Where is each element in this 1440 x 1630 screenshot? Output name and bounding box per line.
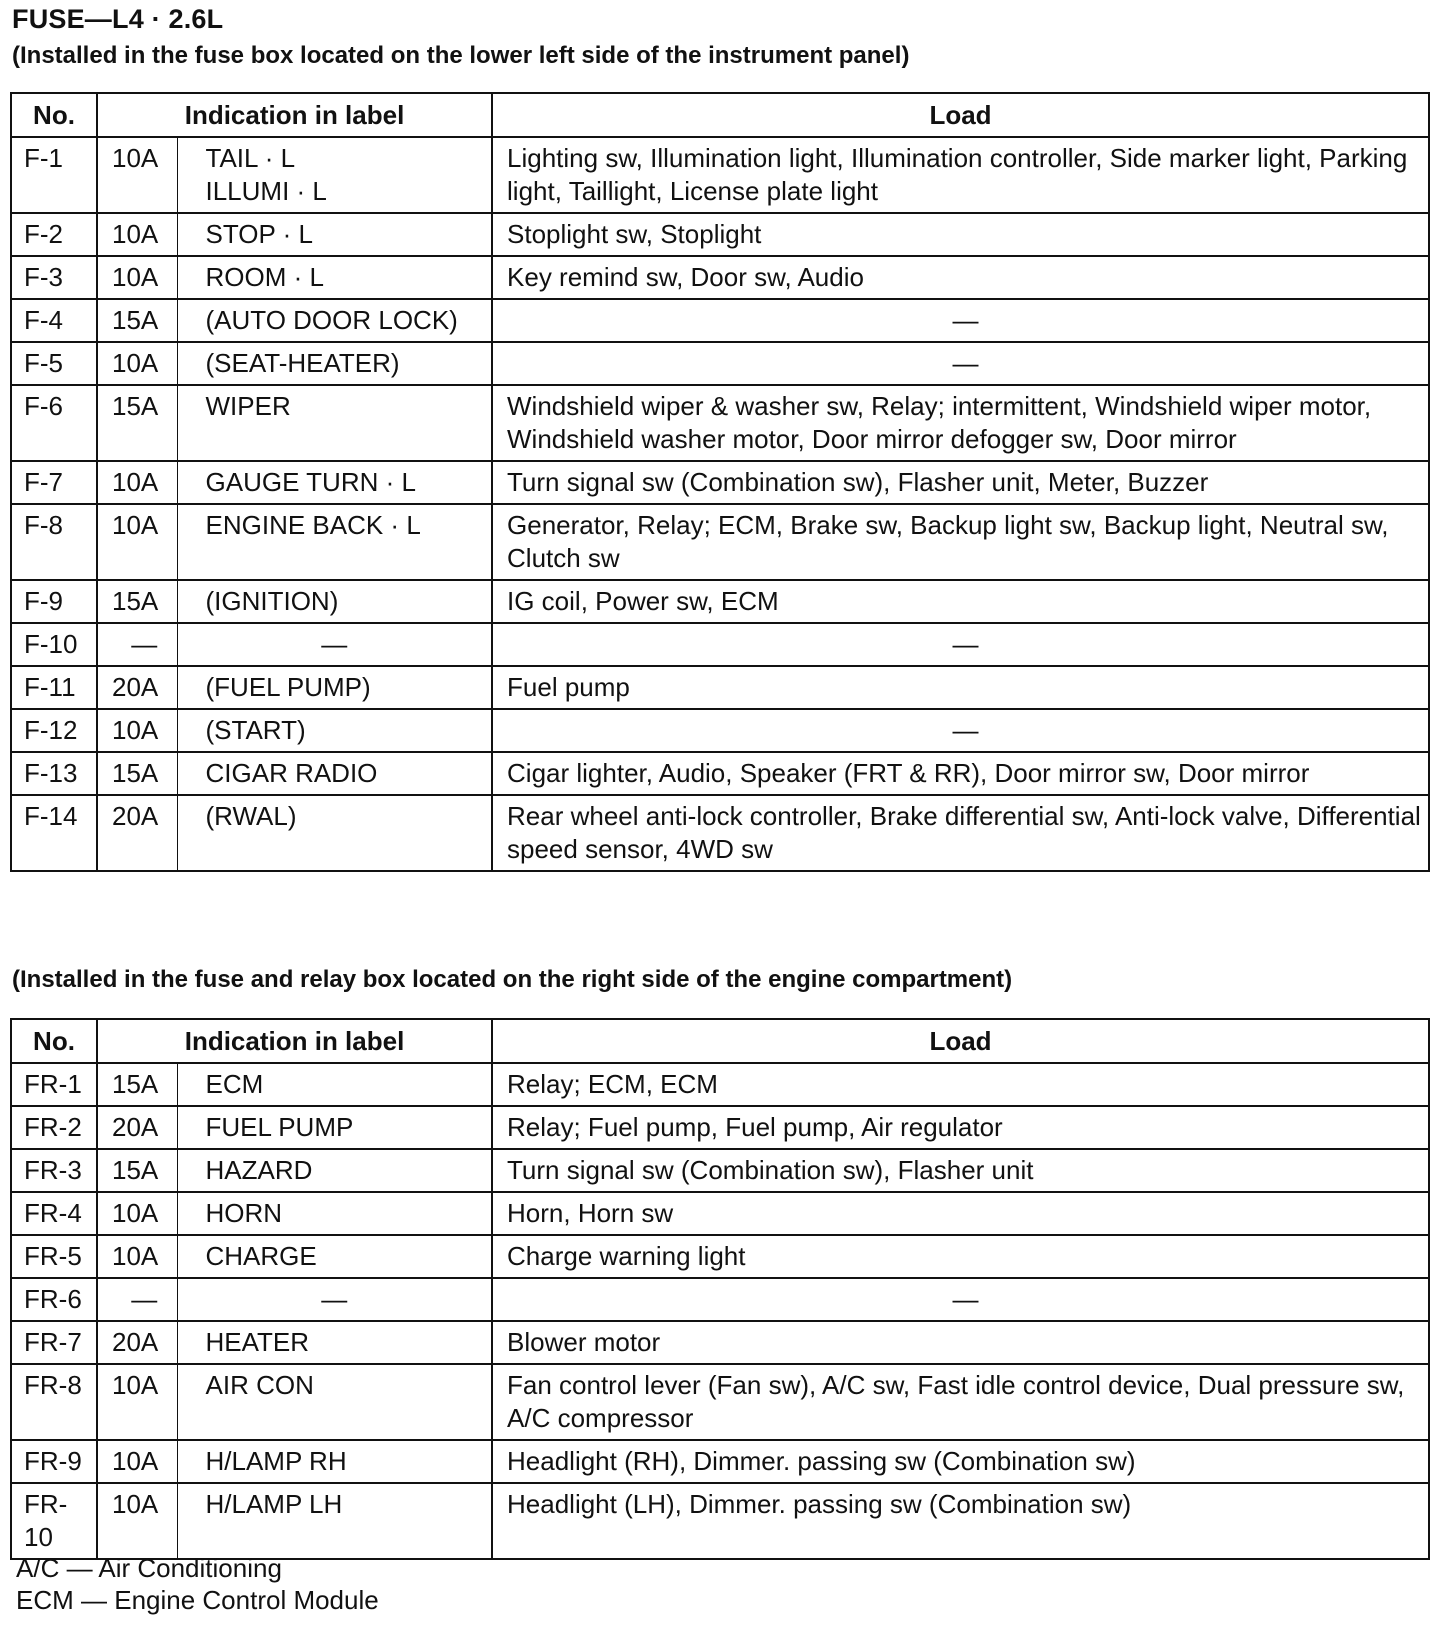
table-row bbox=[11, 299, 1429, 342]
indication-label-cell: ENGINE BACK · L bbox=[177, 504, 492, 580]
load-cell: Headlight (RH), Dimmer. passing sw (Combination sw) bbox=[492, 1440, 1429, 1483]
load-cell: Turn signal sw (Combination sw), Flasher unit, Meter, Buzzer bbox=[492, 461, 1429, 504]
load-cell: — bbox=[492, 299, 1429, 342]
amperage-cell: 10A bbox=[97, 709, 177, 752]
engine-compartment-fuse-table bbox=[10, 1018, 1430, 1560]
fuse-number-cell: FR-6 bbox=[11, 1278, 97, 1321]
fuse-number-cell: F-6 bbox=[11, 385, 97, 461]
amperage-cell: 15A bbox=[97, 752, 177, 795]
indication-label-cell: STOP · L bbox=[177, 213, 492, 256]
engine-compartment-caption: (Installed in the fuse and relay box located on the right side of the engine compartment) bbox=[12, 966, 1013, 993]
document-title: FUSE—L4 · 2.6L bbox=[12, 4, 224, 34]
fuse-number-cell: F-11 bbox=[11, 666, 97, 709]
indication-label-cell: (FUEL PUMP) bbox=[177, 666, 492, 709]
table-row bbox=[11, 1063, 1429, 1106]
load-cell: Fuel pump bbox=[492, 666, 1429, 709]
load-cell: IG coil, Power sw, ECM bbox=[492, 580, 1429, 623]
indication-label-cell: HEATER bbox=[177, 1321, 492, 1364]
indication-label-cell: ECM bbox=[177, 1063, 492, 1106]
header-no: No. bbox=[11, 1019, 97, 1063]
load-cell: Relay; ECM, ECM bbox=[492, 1063, 1429, 1106]
table-row bbox=[11, 1192, 1429, 1235]
load-cell: — bbox=[492, 1278, 1429, 1321]
table-row bbox=[11, 1149, 1429, 1192]
abbreviation-notes bbox=[16, 1552, 379, 1616]
indication-label-cell: HAZARD bbox=[177, 1149, 492, 1192]
header-indication: Indication in label bbox=[97, 93, 492, 137]
fuse-number-cell: F-12 bbox=[11, 709, 97, 752]
table-row bbox=[11, 1483, 1429, 1559]
table-row bbox=[11, 666, 1429, 709]
fuse-number-cell: F-14 bbox=[11, 795, 97, 871]
table-row bbox=[11, 1321, 1429, 1364]
amperage-cell: 20A bbox=[97, 666, 177, 709]
instrument-panel-caption: (Installed in the fuse box located on the lower left side of the instrument panel) bbox=[12, 42, 910, 69]
amperage-cell: 15A bbox=[97, 299, 177, 342]
fuse-number-cell: FR-5 bbox=[11, 1235, 97, 1278]
load-cell: Horn, Horn sw bbox=[492, 1192, 1429, 1235]
fuse-number-cell: FR-1 bbox=[11, 1063, 97, 1106]
load-cell: Turn signal sw (Combination sw), Flasher unit bbox=[492, 1149, 1429, 1192]
amperage-cell: 10A bbox=[97, 1364, 177, 1440]
table-row bbox=[11, 342, 1429, 385]
instrument-panel-fuse-rows bbox=[11, 137, 1429, 871]
indication-label-cell: (IGNITION) bbox=[177, 580, 492, 623]
table-row bbox=[11, 213, 1429, 256]
indication-label-cell: HORN bbox=[177, 1192, 492, 1235]
indication-label-cell: H/LAMP RH bbox=[177, 1440, 492, 1483]
amperage-cell: 10A bbox=[97, 342, 177, 385]
indication-label-cell: (AUTO DOOR LOCK) bbox=[177, 299, 492, 342]
amperage-cell: 10A bbox=[97, 1440, 177, 1483]
indication-label-cell: — bbox=[177, 1278, 492, 1321]
fuse-number-cell: F-4 bbox=[11, 299, 97, 342]
load-cell: — bbox=[492, 342, 1429, 385]
load-cell: — bbox=[492, 623, 1429, 666]
load-cell: Windshield wiper & washer sw, Relay; intermittent, Windshield wiper motor, Windshield washer motor, Door mirror defogger sw, Door mirror bbox=[492, 385, 1429, 461]
indication-label-cell: H/LAMP LH bbox=[177, 1483, 492, 1559]
fuse-number-cell: F-5 bbox=[11, 342, 97, 385]
table-row bbox=[11, 256, 1429, 299]
table-row bbox=[11, 385, 1429, 461]
amperage-cell: — bbox=[97, 1278, 177, 1321]
amperage-cell: 15A bbox=[97, 385, 177, 461]
indication-label-cell: FUEL PUMP bbox=[177, 1106, 492, 1149]
fuse-number-cell: FR-10 bbox=[11, 1483, 97, 1559]
table-row bbox=[11, 1364, 1429, 1440]
indication-label-cell: CIGAR RADIO bbox=[177, 752, 492, 795]
load-cell: — bbox=[492, 709, 1429, 752]
fuse-number-cell: FR-9 bbox=[11, 1440, 97, 1483]
amperage-cell: 15A bbox=[97, 580, 177, 623]
header-load: Load bbox=[492, 1019, 1429, 1063]
header-no: No. bbox=[11, 93, 97, 137]
indication-label-cell: TAIL · L ILLUMI · L bbox=[177, 137, 492, 213]
load-cell: Charge warning light bbox=[492, 1235, 1429, 1278]
table-row bbox=[11, 709, 1429, 752]
amperage-cell: 10A bbox=[97, 256, 177, 299]
fuse-number-cell: F-1 bbox=[11, 137, 97, 213]
header-load: Load bbox=[492, 93, 1429, 137]
load-cell: Lighting sw, Illumination light, Illumination controller, Side marker light, Parking light, Taillight, License plate light bbox=[492, 137, 1429, 213]
load-cell: Blower motor bbox=[492, 1321, 1429, 1364]
load-cell: Stoplight sw, Stoplight bbox=[492, 213, 1429, 256]
table-row bbox=[11, 1235, 1429, 1278]
instrument-panel-fuse-table bbox=[10, 92, 1430, 872]
amperage-cell: 20A bbox=[97, 1106, 177, 1149]
table-row bbox=[11, 580, 1429, 623]
fuse-number-cell: F-9 bbox=[11, 580, 97, 623]
indication-label-cell: ROOM · L bbox=[177, 256, 492, 299]
table-row bbox=[11, 1106, 1429, 1149]
engine-compartment-fuse-rows bbox=[11, 1063, 1429, 1559]
load-cell: Rear wheel anti-lock controller, Brake differential sw, Anti-lock valve, Differential speed sensor, 4WD sw bbox=[492, 795, 1429, 871]
amperage-cell: 15A bbox=[97, 1149, 177, 1192]
table-header-row bbox=[11, 1019, 1429, 1063]
indication-label-cell: (RWAL) bbox=[177, 795, 492, 871]
fuse-number-cell: FR-8 bbox=[11, 1364, 97, 1440]
footnote-ac: A/C — Air Conditioning bbox=[16, 1553, 282, 1583]
load-cell: Headlight (LH), Dimmer. passing sw (Combination sw) bbox=[492, 1483, 1429, 1559]
table-row bbox=[11, 1278, 1429, 1321]
fuse-number-cell: FR-3 bbox=[11, 1149, 97, 1192]
indication-label-cell: — bbox=[177, 623, 492, 666]
table-row bbox=[11, 623, 1429, 666]
fuse-number-cell: FR-4 bbox=[11, 1192, 97, 1235]
fuse-number-cell: F-8 bbox=[11, 504, 97, 580]
table-header-row bbox=[11, 93, 1429, 137]
footnote-ecm: ECM — Engine Control Module bbox=[16, 1585, 379, 1615]
indication-label-cell: WIPER bbox=[177, 385, 492, 461]
amperage-cell: 10A bbox=[97, 461, 177, 504]
indication-label-cell: (START) bbox=[177, 709, 492, 752]
amperage-cell: 20A bbox=[97, 1321, 177, 1364]
amperage-cell: 10A bbox=[97, 137, 177, 213]
table-row bbox=[11, 752, 1429, 795]
load-cell: Relay; Fuel pump, Fuel pump, Air regulator bbox=[492, 1106, 1429, 1149]
amperage-cell: 10A bbox=[97, 1483, 177, 1559]
fuse-number-cell: F-10 bbox=[11, 623, 97, 666]
header-indication: Indication in label bbox=[97, 1019, 492, 1063]
table-row bbox=[11, 504, 1429, 580]
table-row bbox=[11, 461, 1429, 504]
load-cell: Cigar lighter, Audio, Speaker (FRT & RR), Door mirror sw, Door mirror bbox=[492, 752, 1429, 795]
fuse-number-cell: F-13 bbox=[11, 752, 97, 795]
amperage-cell: — bbox=[97, 623, 177, 666]
table-row bbox=[11, 1440, 1429, 1483]
load-cell: Generator, Relay; ECM, Brake sw, Backup light sw, Backup light, Neutral sw, Clutch sw bbox=[492, 504, 1429, 580]
fuse-number-cell: FR-2 bbox=[11, 1106, 97, 1149]
indication-label-cell: CHARGE bbox=[177, 1235, 492, 1278]
load-cell: Key remind sw, Door sw, Audio bbox=[492, 256, 1429, 299]
fuse-number-cell: F-7 bbox=[11, 461, 97, 504]
amperage-cell: 10A bbox=[97, 1192, 177, 1235]
amperage-cell: 10A bbox=[97, 1235, 177, 1278]
amperage-cell: 15A bbox=[97, 1063, 177, 1106]
amperage-cell: 20A bbox=[97, 795, 177, 871]
amperage-cell: 10A bbox=[97, 213, 177, 256]
table-row bbox=[11, 137, 1429, 213]
load-cell: Fan control lever (Fan sw), A/C sw, Fast idle control device, Dual pressure sw, A/C compressor bbox=[492, 1364, 1429, 1440]
table-row bbox=[11, 795, 1429, 871]
indication-label-cell: AIR CON bbox=[177, 1364, 492, 1440]
indication-label-cell: (SEAT-HEATER) bbox=[177, 342, 492, 385]
fuse-number-cell: F-2 bbox=[11, 213, 97, 256]
amperage-cell: 10A bbox=[97, 504, 177, 580]
fuse-number-cell: F-3 bbox=[11, 256, 97, 299]
indication-label-cell: GAUGE TURN · L bbox=[177, 461, 492, 504]
fuse-number-cell: FR-7 bbox=[11, 1321, 97, 1364]
